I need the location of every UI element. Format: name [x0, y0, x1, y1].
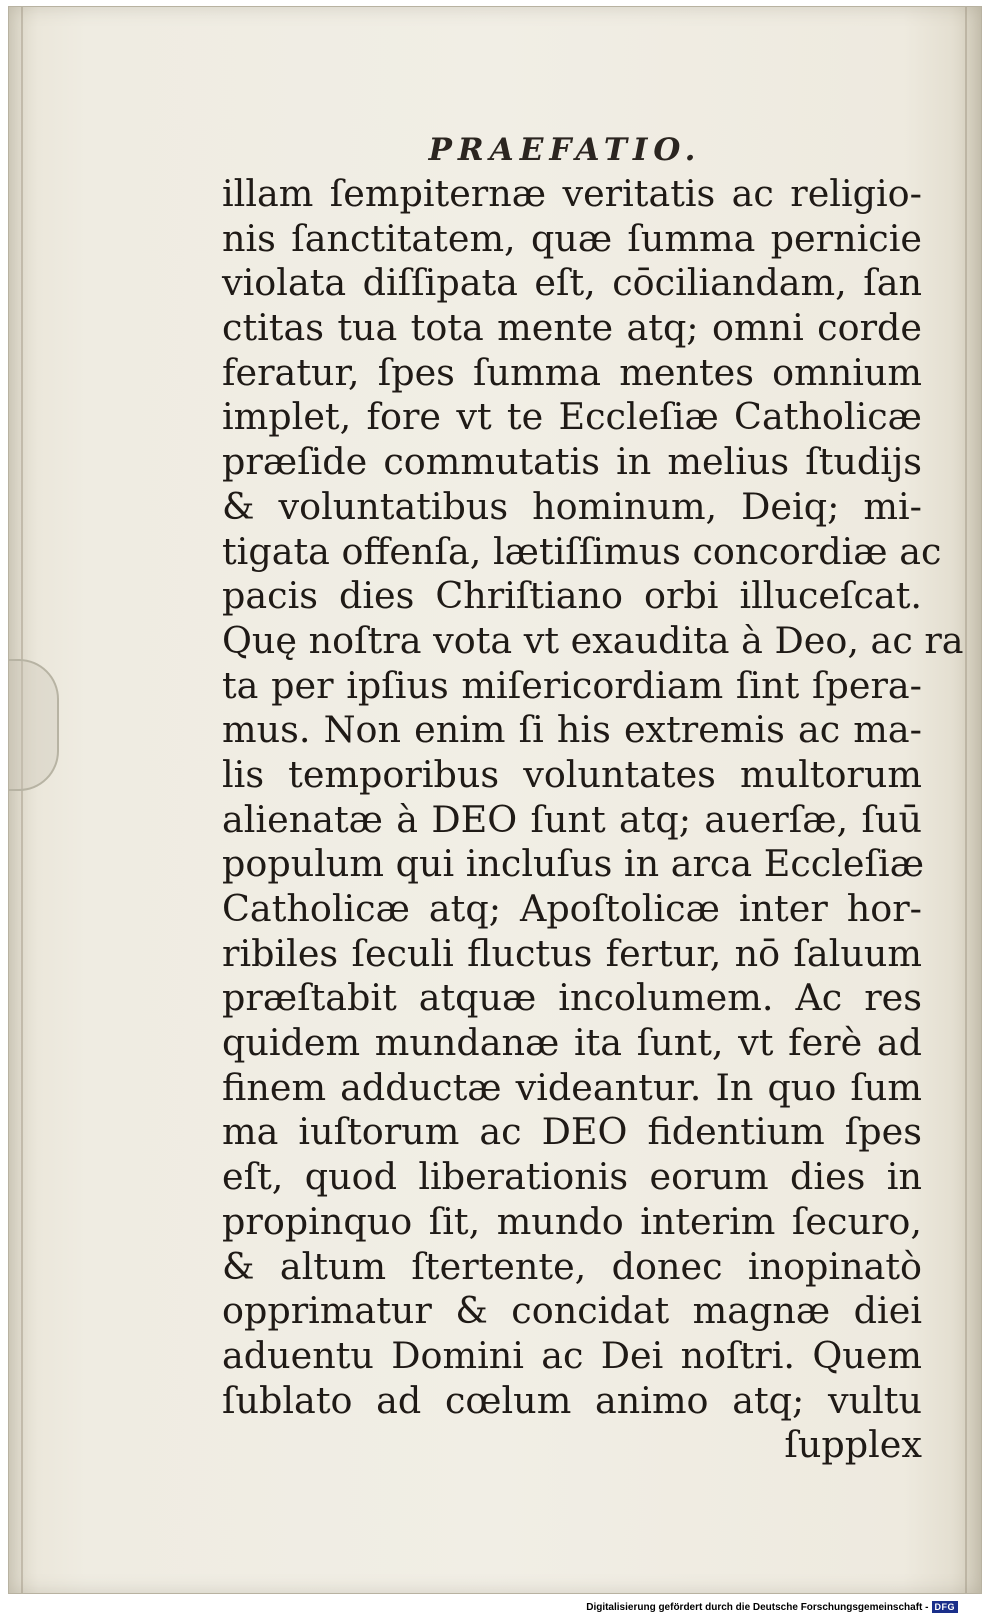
footer-text: Digitalisierung gefördert durch die Deutsche Forschungsgemeinschaft - — [586, 1601, 929, 1613]
text-line: ribiles ſeculi fluctus fertur, nō ſaluum — [222, 931, 922, 975]
page-edge-left — [21, 7, 23, 1593]
text-line: eſt, quod liberationis eorum dies in — [222, 1155, 922, 1199]
text-line: illam ſempiternæ veritatis ac religio- — [222, 172, 922, 215]
text-line: populum qui incluſus in arca Eccleſiæ — [222, 842, 925, 886]
text-line: & voluntatibus hominum, Deiq; mi- — [222, 484, 922, 528]
clasp-mark — [9, 659, 59, 791]
text-line: violata diſſipata eſt, cōciliandam, ſan — [222, 261, 922, 305]
text-line: aduentu Domini ac Dei noſtri. Quem — [222, 1333, 922, 1377]
dfg-logo-icon: DFG — [932, 1601, 959, 1613]
text-line: ctitas tua tota mente atq; omni corde — [222, 306, 922, 350]
text-line: pacis dies Chriſtiano orbi illuceſcat. — [222, 574, 922, 618]
text-line: propinquo ſit, mundo interim ſecuro, — [222, 1199, 922, 1243]
page-edge-right — [965, 7, 967, 1593]
text-line: feratur, ſpes ſumma mentes omnium — [222, 350, 922, 394]
text-line: ma iuſtorum ac DEO fidentium ſpes — [222, 1110, 922, 1154]
text-line: Quę noſtra vota vt exaudita à Deo, ac ra — [222, 618, 964, 662]
text-line: ſublato ad cœlum animo atq; vultu — [222, 1378, 922, 1422]
text-line: quidem mundanæ ita ſunt, vt ferè ad — [222, 1021, 922, 1065]
text-line: præſtabit atquæ incolumem. Ac res — [222, 976, 922, 1020]
text-line: præſide commutatis in melius ſtudijs — [222, 440, 922, 484]
text-line: nis ſanctitatem, quæ ſumma pernicie — [222, 216, 922, 260]
running-head: PRAEFATIO. — [428, 132, 702, 168]
text-line: & altum ſtertente, donec inopinatò — [222, 1244, 922, 1288]
catchword: ſupplex — [784, 1423, 922, 1467]
text-line: Catholicæ atq; Apoſtolicæ inter hor- — [222, 887, 922, 930]
text-line: alienatæ à DEO ſunt atq; auerſæ, ſuū — [222, 797, 922, 841]
text-line: mus. Non enim ſi his extremis ac ma- — [222, 708, 922, 752]
body-text — [222, 172, 964, 1468]
text-line: finem adductæ videantur. In quo ſum — [222, 1065, 922, 1109]
text-line: implet, fore vt te Eccleſiæ Catholicæ — [222, 395, 922, 439]
text-line: lis temporibus voluntates multorum — [222, 752, 922, 796]
text-line: ta per ipſius miſericordiam ſint ſpera- — [222, 663, 922, 707]
text-line: tigata offenſa, lætiſſimus concordiæ ac — [222, 529, 942, 573]
text-line: opprimatur & concidat magnæ diei — [222, 1289, 922, 1333]
digitization-footer — [586, 1601, 958, 1613]
